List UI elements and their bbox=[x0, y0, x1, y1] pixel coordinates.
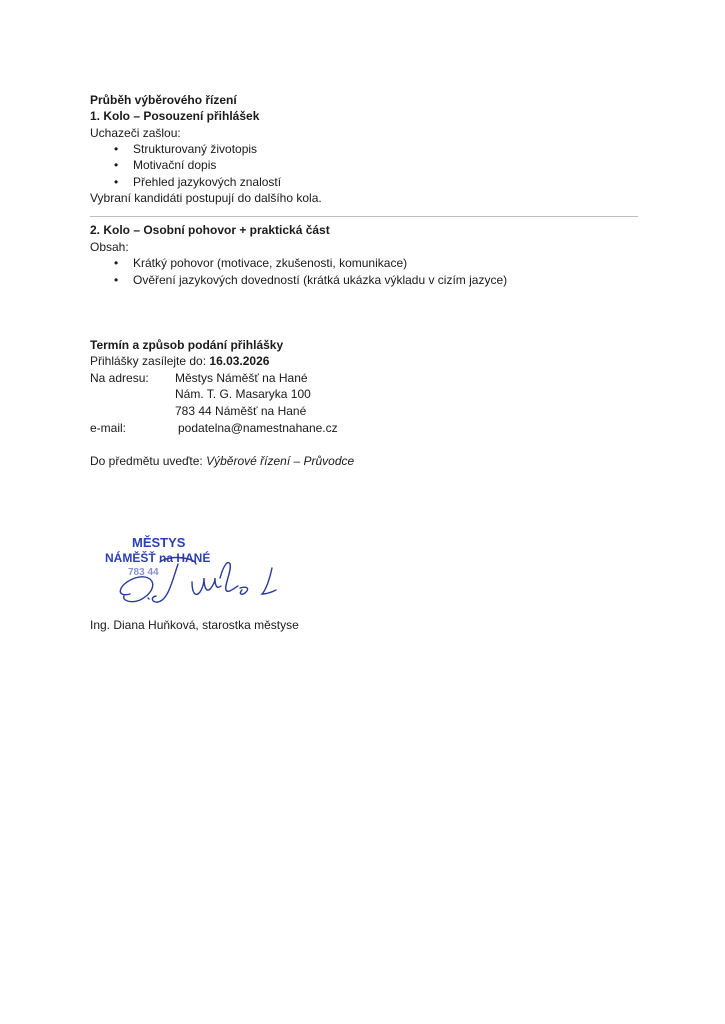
bullet-marker: • bbox=[114, 158, 119, 172]
section-divider bbox=[90, 216, 638, 217]
stamp-line-1: MĚSTYS bbox=[132, 535, 186, 550]
bullet-marker: • bbox=[114, 175, 119, 189]
round2-intro: Obsah: bbox=[90, 240, 129, 254]
subject-line bbox=[90, 453, 354, 469]
deadline-line bbox=[90, 353, 269, 369]
application-heading: Termín a způsob podání přihlášky bbox=[90, 338, 284, 352]
list-item: Strukturovaný životopis bbox=[133, 142, 258, 156]
deadline-date: 16.03.2026 bbox=[209, 354, 270, 368]
stamp-line-2: NÁMĚŠŤ na HANÉ bbox=[105, 551, 211, 565]
bullet-marker: • bbox=[114, 273, 119, 287]
list-item: Motivační dopis bbox=[133, 158, 217, 172]
email-label: e-mail: bbox=[90, 421, 127, 435]
address-label: Na adresu: bbox=[90, 371, 149, 385]
subject-value: Výběrové řízení – Průvodce bbox=[206, 454, 355, 468]
round1-note: Vybraní kandidáti postupují do dalšího kola. bbox=[90, 191, 322, 205]
round1-title: 1. Kolo – Posouzení přihlášek bbox=[90, 109, 260, 123]
deadline-prefix: Přihlášky zasílejte do: bbox=[90, 354, 210, 368]
subject-prefix: Do předmětu uveďte: bbox=[90, 454, 207, 468]
list-item: Krátký pohovor (motivace, zkušenosti, komunikace) bbox=[133, 256, 408, 270]
stamp-line-3: 783 44 bbox=[128, 567, 159, 578]
round2-title: 2. Kolo – Osobní pohovor + praktická část bbox=[90, 223, 330, 237]
section-heading: Průběh výběrového řízení bbox=[90, 93, 237, 107]
official-stamp bbox=[105, 535, 210, 578]
address-line: Nám. T. G. Masaryka 100 bbox=[175, 387, 311, 401]
address-line: 783 44 Náměšť na Hané bbox=[175, 404, 307, 418]
signer-name: Ing. Diana Huňková, starostka městyse bbox=[90, 618, 299, 632]
round1-intro: Uchazeči zašlou: bbox=[90, 126, 181, 140]
email-link[interactable]: podatelna@namestnahane.cz bbox=[178, 421, 338, 435]
bullet-marker: • bbox=[114, 142, 119, 156]
stamp-signature-image bbox=[100, 532, 290, 612]
list-item: Přehled jazykových znalostí bbox=[133, 175, 282, 189]
bullet-marker: • bbox=[114, 256, 119, 270]
address-line: Městys Náměšť na Hané bbox=[175, 371, 308, 385]
list-item: Ověření jazykových dovedností (krátká ukázka výkladu v cizím jazyce) bbox=[133, 273, 508, 287]
